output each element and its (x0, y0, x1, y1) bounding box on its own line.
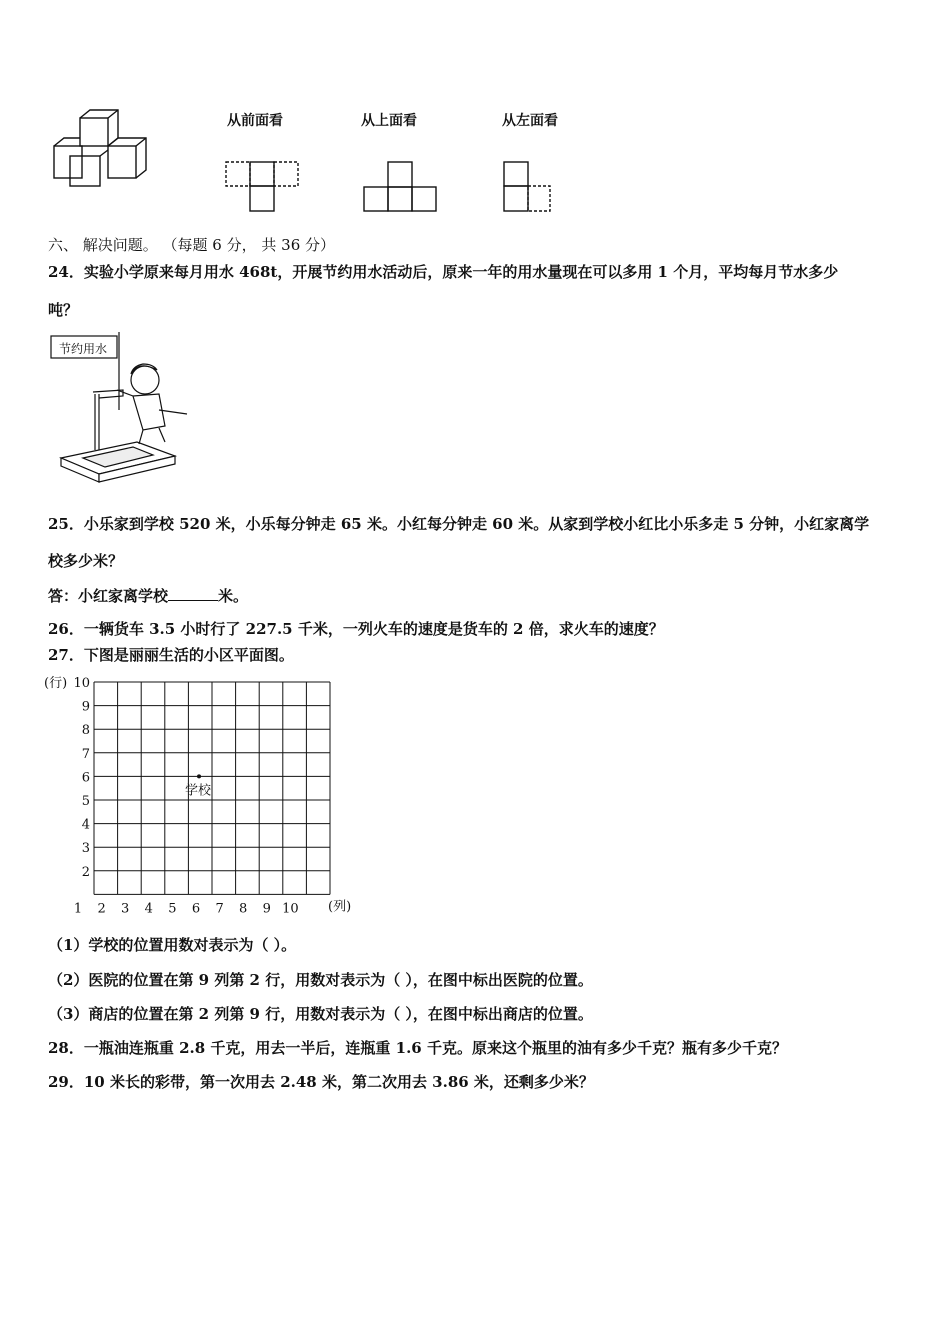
row-tick-label: 3 (81, 841, 90, 857)
row-axis-label: (行) (44, 676, 68, 691)
q24-line2: 吨？ (48, 301, 79, 319)
left-view-label: 从左面看 (502, 113, 558, 129)
col-tick-label: 5 (168, 901, 177, 917)
q25-answer (48, 586, 248, 606)
answer-suffix: 米。 (218, 587, 249, 605)
section-title: 六、 解决问题。 （每题 6 分， 共 36 分） (48, 236, 336, 254)
sign-text: 节约用水 (59, 342, 108, 356)
q29-text: 29．10 米长的彩带，第一次用去 2.48 米，第二次用去 3.86 米，还剩多少米？ (48, 1073, 594, 1091)
cube-stack-figure (50, 108, 160, 188)
water-saving-illustration (47, 330, 187, 480)
row-tick-label: 2 (81, 864, 90, 880)
col-tick-label: 1 (73, 901, 83, 917)
row-tick-label: 10 (73, 676, 90, 691)
top-view-figure (362, 160, 442, 215)
col-tick-label: 6 (191, 901, 201, 917)
col-tick-label: 10 (282, 901, 299, 917)
col-tick-label: 2 (97, 901, 106, 917)
col-tick-label: 3 (121, 901, 130, 917)
q27-text: 27．下图是丽丽生活的小区平面图。 (48, 646, 294, 664)
top-view-label: 从上面看 (361, 113, 417, 129)
q24-line1: 24．实验小学原来每月用水 468t，开展节约用水活动后，原来一年的用水量现在可以多用 1 个月，平均每月节水多少 (48, 263, 839, 281)
row-tick-label: 4 (81, 817, 90, 833)
front-view-label: 从前面看 (227, 113, 283, 129)
col-tick-label: 9 (262, 901, 271, 917)
q27-sub2: （2）医院的位置在第 9 列第 2 行，用数对表示为（ ），在图中标出医院的位置。 (48, 971, 593, 989)
q27-sub3: （3）商店的位置在第 2 列第 9 行，用数对表示为（ ），在图中标出商店的位置。 (48, 1005, 593, 1023)
row-tick-label: 6 (81, 770, 90, 786)
front-view-figure (225, 160, 305, 215)
left-view-figure (502, 160, 562, 215)
school-label: 学校 (185, 783, 212, 799)
answer-blank[interactable] (168, 586, 218, 601)
row-tick-label: 8 (81, 723, 90, 739)
row-tick-label: 9 (81, 699, 90, 715)
neighborhood-grid (40, 672, 360, 922)
school-point (197, 774, 201, 778)
col-axis-label: (列) (328, 899, 352, 915)
row-tick-label: 7 (81, 746, 90, 762)
q28-text: 28．一瓶油连瓶重 2.8 千克，用去一半后，连瓶重 1.6 千克。原来这个瓶里的油有多少千克？瓶有多少千克？ (48, 1039, 787, 1057)
q26-text: 26．一辆货车 3.5 小时行了 227.5 千米，一列火车的速度是货车的 2 倍，求火车的速度？ (48, 620, 664, 638)
q25-line2: 校多少米？ (48, 552, 124, 570)
col-tick-label: 8 (239, 901, 248, 917)
q25-line1: 25．小乐家到学校 520 米，小乐每分钟走 65 米。小红每分钟走 60 米。从家到学校小红比小乐多走 5 分钟，小红家离学 (48, 515, 870, 533)
col-tick-label: 4 (144, 901, 153, 917)
row-tick-label: 5 (81, 794, 90, 809)
q27-sub1: （1）学校的位置用数对表示为（ ）。 (48, 936, 297, 954)
col-tick-label: 7 (215, 901, 224, 917)
answer-prefix: 答：小红家离学校 (48, 587, 169, 605)
